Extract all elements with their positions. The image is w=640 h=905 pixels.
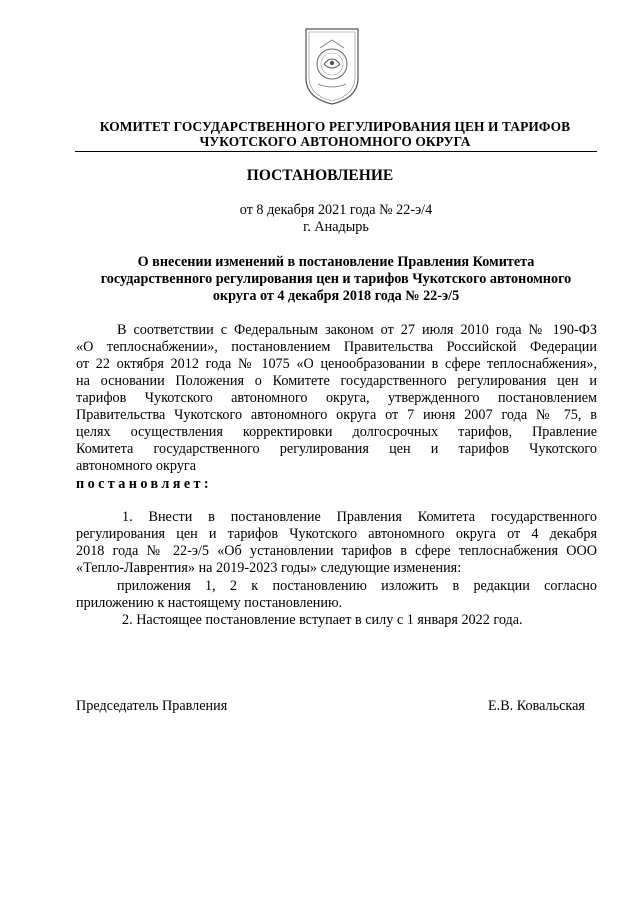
item-1-line: 2018 года № 22-э/5 «Об установлении тарифов в сфере теплоснабжения ООО — [76, 543, 597, 559]
item-1-line: «Тепло-Лаврентия» на 2019-2023 годы» следующие изменения: — [76, 560, 462, 576]
preamble-line: целях осуществления корректировки долгосрочных тарифов, Правление — [76, 424, 597, 440]
item-1-line: регулирования цен и тарифов Чукотского автономного округа от 4 декабря — [76, 526, 597, 542]
preamble-line: В соответствии с Федеральным законом от 27 июля 2010 года № 190-ФЗ — [117, 322, 597, 338]
document-date-number: от 8 декабря 2021 года № 22-э/4 — [239, 202, 433, 218]
preamble-line: тарифов Чукотского автономного округа, утвержденного постановлением — [76, 390, 597, 406]
preamble-line: на основании Положения о Комитете государственного регулирования цен и — [76, 373, 597, 389]
item-1-line: 1. Внести в постановление Правления Комитета государственного — [122, 509, 597, 525]
document-city: г. Анадырь — [303, 219, 369, 235]
subject-line-2: государственного регулирования цен и тарифов Чукотского автономного — [100, 271, 572, 287]
preamble-line: Комитета государственного регулирования цен и тарифов Чукотского — [76, 441, 597, 457]
subject-line-3: округа от 4 декабря 2018 года № 22-э/5 — [212, 288, 460, 304]
decree-word: постановляет: — [76, 476, 213, 492]
committee-name-line-1: КОМИТЕТ ГОСУДАРСТВЕННОГО РЕГУЛИРОВАНИЯ ЦЕН И ТАРИФОВ — [99, 119, 571, 134]
preamble-line: «О теплоснабжении», постановлением Правительства Российской Федерации — [76, 339, 597, 355]
preamble-line: от 22 октября 2012 года № 1075 «О ценообразовании в сфере теплоснабжения», — [76, 356, 597, 372]
committee-name-line-2: ЧУКОТСКОГО АВТОНОМНОГО ОКРУГА — [199, 134, 471, 149]
header-divider — [75, 151, 597, 152]
subject-line-1: О внесении изменений в постановление Правления Комитета — [137, 254, 535, 270]
document-type: ПОСТАНОВЛЕНИЕ — [246, 167, 394, 184]
coat-of-arms-icon — [302, 26, 362, 106]
preamble-line: Правительства Чукотского автономного округа от 7 июня 2007 года № 75, в — [76, 407, 597, 423]
preamble-line: автономного округа — [76, 458, 197, 474]
item-1-sub-line: приложения 1, 2 к постановлению изложить в редакции согласно — [117, 578, 597, 594]
item-1-sub-line: приложению к настоящему постановлению. — [76, 595, 343, 611]
signatory-position: Председатель Правления — [76, 698, 228, 714]
signatory-name: Е.В. Ковальская — [488, 698, 585, 714]
item-2-line: 2. Настоящее постановление вступает в силу с 1 января 2022 года. — [122, 612, 523, 628]
